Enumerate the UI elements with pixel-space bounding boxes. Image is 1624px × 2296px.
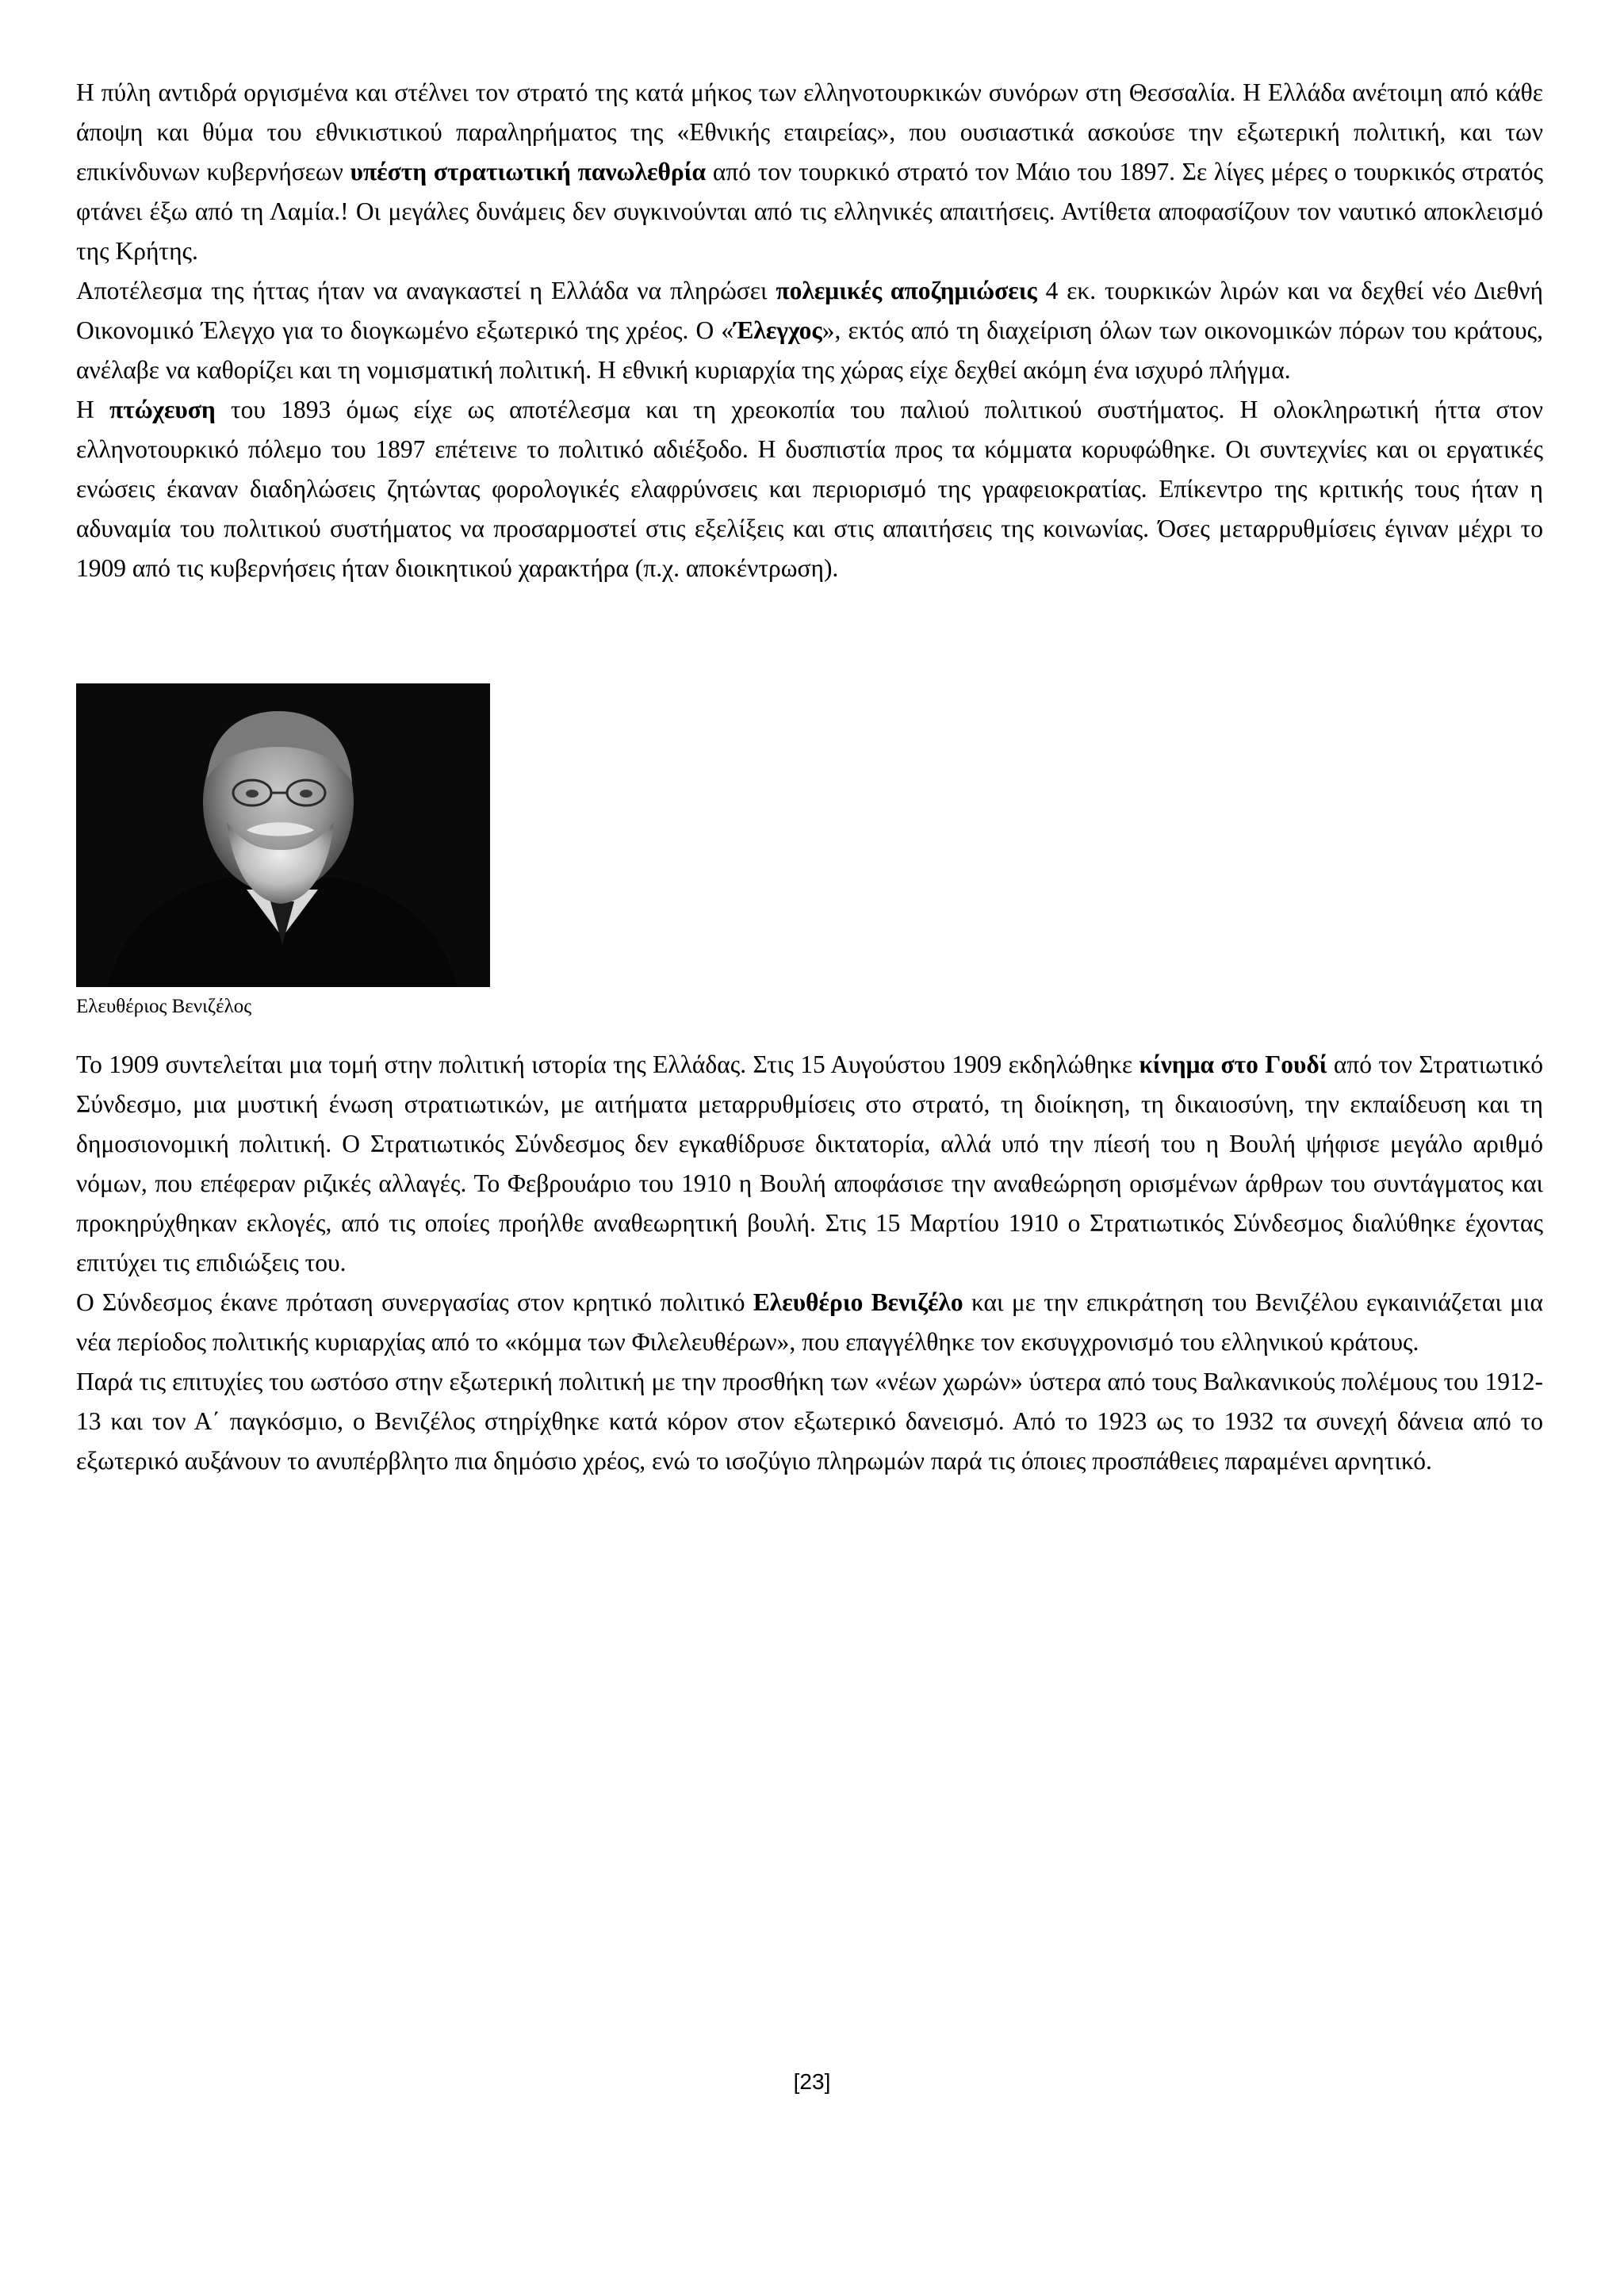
paragraph-1	[76, 73, 1543, 271]
text-block-top	[76, 73, 1543, 588]
bold-term: πολεμικές αποζημιώσεις	[776, 277, 1037, 304]
page-number: [23]	[793, 2069, 831, 2094]
text-run: Το 1909 συντελείται μια τομή στην πολιτική ιστορία της Ελλάδας. Στις 15 Αυγούστου 1909 εκδηλώθηκε	[76, 1050, 1139, 1078]
bold-term: κίνημα στο Γουδί	[1139, 1050, 1327, 1078]
text-block-bottom	[76, 1045, 1543, 1481]
text-run: 4 εκ. τουρκικών λιρών και να δεχθεί νέο Διεθνή Οικονομικό Έλεγχο για το διογκωμένο εξωτερικό της χρέος. Ο «	[76, 277, 1543, 344]
portrait-image	[76, 683, 490, 987]
paragraph-5	[76, 1283, 1543, 1362]
text-run: του 1893 όμως είχε ως αποτέλεσμα και τη χρεοκοπία του παλιού πολιτικού συστήματος. Η ολοκληρωτική ήττα στον ελληνοτουρκικό πόλεμο του 1897 επέτεινε το πολιτικό αδιέξοδο. Η δυσπιστία προς τα κόμματα κορυφώθηκε. Οι συντεχνίες και οι εργατικές ενώσεις έκαναν διαδηλώσεις ζητώντας φορολογικές ελαφρύνσεις και περιορισμό της γραφειοκρατίας. Επίκεντρο της κριτικής τους ήταν η αδυναμία του πολιτικού συστήματος να προσαρμοστεί στις εξελίξεις και στις απαιτήσεις της κοινωνίας. Όσες μεταρρυθμίσεις έγιναν μέχρι το 1909 από τις κυβερνήσεις ήταν διοικητικού χαρακτήρα (π.χ. αποκέντρωση).	[76, 396, 1544, 582]
bold-term: Έλεγχος	[733, 316, 822, 344]
bold-term: πτώχευση	[109, 396, 216, 423]
text-run: Ο Σύνδεσμος έκανε πρόταση συνεργασίας στον κρητικό πολιτικό	[76, 1288, 753, 1316]
text-run: και με την επικράτηση του Βενιζέλου εγκαινιάζεται μια νέα περίοδος πολιτικής κυριαρχίας από το «κόμμα των Φιλελευθέρων», που επαγγέλθηκε τον εκσυγχρονισμό του ελληνικού κράτους.	[76, 1288, 1543, 1356]
text-run: από τον Στρατιωτικό Σύνδεσμο, μια μυστική ένωση στρατιωτικών, με αιτήματα μεταρρυθμίσεις στο στρατό, τη διοίκηση, τη δικαιοσύνη, την εκπαίδευση και τη δημοσιονομική πολιτική. Ο Στρατιωτικός Σύνδεσμος δεν εγκαθίδρυσε δικτατορία, αλλά υπό την πίεσή του η Βουλή ψήφισε μεγάλο αριθμό νόμων, που επέφεραν ριζικές αλλαγές. Το Φεβρουάριο του 1910 η Βουλή αποφάσισε την αναθεώρηση ορισμένων άρθρων του συντάγματος και προκηρύχθηκαν εκλογές, από τις οποίες προήλθε αναθεωρητική βουλή. Στις 15 Μαρτίου 1910 ο Στρατιωτικός Σύνδεσμος διαλύθηκε έχοντας επιτύχει τις επιδιώξεις του.	[76, 1050, 1543, 1276]
paragraph-2	[76, 271, 1543, 390]
portrait-photo	[76, 683, 490, 987]
bold-term: υπέστη στρατιωτική πανωλεθρία	[350, 158, 707, 186]
text-run: από τον τουρκικό στρατό τον Μάιο του 1897. Σε λίγες μέρες ο τουρκικός στρατός φτάνει έξω από τη Λαμία.! Οι μεγάλες δυνάμεις δεν συγκινούνται από τις ελληνικές απαιτήσεις. Αντίθετα αποφασίζουν τον ναυτικό αποκλεισμό της Κρήτης.	[76, 158, 1544, 265]
paragraph-6	[76, 1362, 1543, 1481]
paragraph-4	[76, 1045, 1543, 1283]
photo-caption: Ελευθέριος Βενιζέλος	[76, 996, 252, 1017]
text-run: Παρά τις επιτυχίες του ωστόσο στην εξωτερική πολιτική με την προσθήκη των «νέων χωρών» ύστερα από τους Βαλκανικούς πολέμους του 1912-13 και τον Α΄ παγκόσμιο, ο Βενιζέλος στηρίχθηκε κατά κόρον στον εξωτερικό δανεισμό. Από το 1923 ως το 1932 τα συνεχή δάνεια από το εξωτερικό αυξάνουν το ανυπέρβλητο πια δημόσιο χρέος, ενώ το ισοζύγιο πληρωμών παρά τις όποιες προσπάθειες παραμένει αρνητικό.	[76, 1368, 1543, 1475]
text-run: », εκτός από τη διαχείριση όλων των οικονομικών πόρων του κράτους, ανέλαβε να καθορίζει και τη νομισματική πολιτική. Η εθνική κυριαρχία της χώρας είχε δεχθεί ακόμη ένα ισχυρό πλήγμα.	[76, 316, 1543, 384]
text-run: Η πύλη αντιδρά οργισμένα και στέλνει τον στρατό της κατά μήκος των ελληνοτουρκικών συνόρων στη Θεσσαλία. Η Ελλάδα ανέτοιμη από κάθε άποψη και θύμα του εθνικιστικού παραληρήματος της «Εθνικής εταιρείας», που ουσιαστικά ασκούσε την εξωτερική πολιτική, και των επικίνδυνων κυβερνήσεων	[76, 78, 1543, 186]
text-run: Αποτέλεσμα της ήττας ήταν να αναγκαστεί η Ελλάδα να πληρώσει	[76, 277, 776, 304]
bold-term: Ελευθέριο Βενιζέλο	[753, 1288, 963, 1316]
text-run: Η	[76, 396, 109, 423]
paragraph-3	[76, 390, 1543, 588]
